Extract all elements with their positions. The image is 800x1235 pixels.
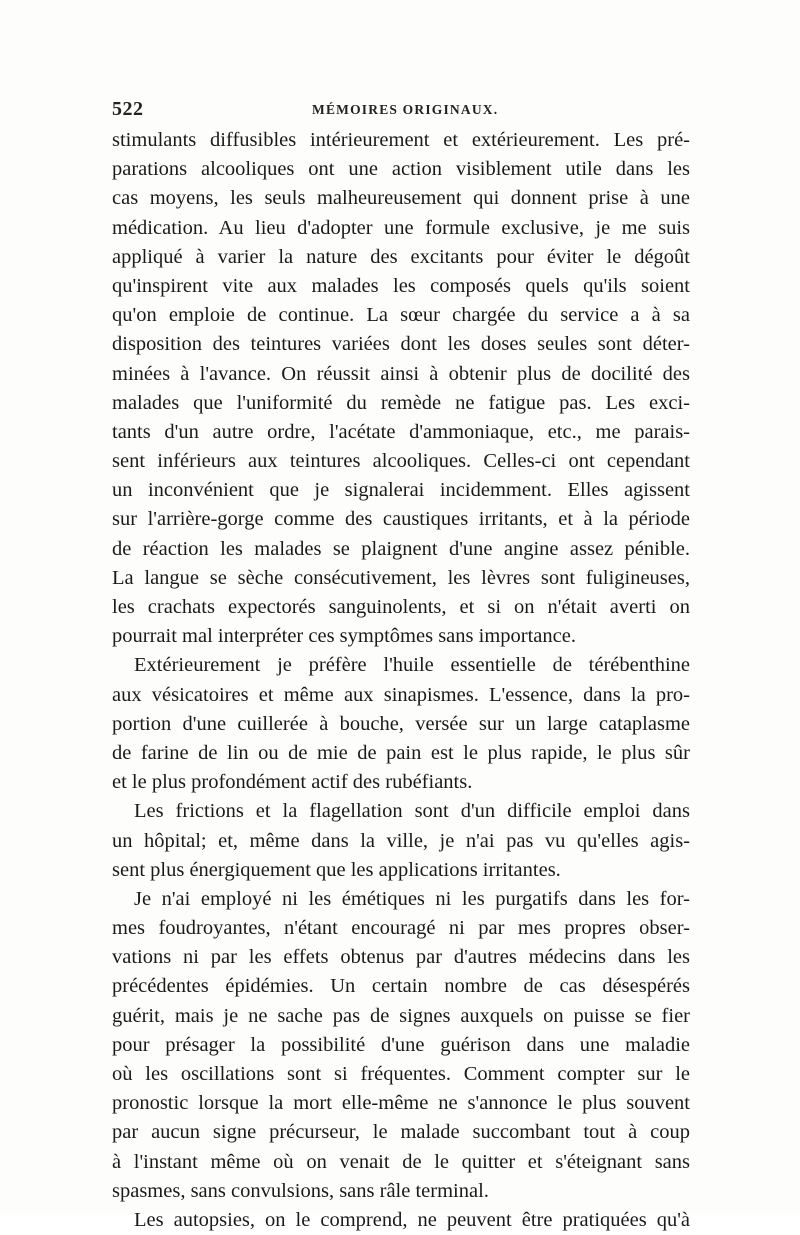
text-line: La langue se sèche consécutivement, les lèvres sont fuligineuses, — [112, 566, 690, 589]
running-title: MÉMOIRES ORIGINAUX. — [312, 102, 499, 117]
text-line: tants d'un autre ordre, l'acétate d'ammoniaque, etc., me parais- — [112, 420, 690, 443]
paragraph-start-line: Je n'ai employé ni les émétiques ni les purgatifs dans les for- — [134, 887, 690, 910]
paragraph-start-line: Les frictions et la flagellation sont d'un difficile emploi dans — [134, 800, 690, 823]
body-text — [112, 126, 690, 1235]
text-line: spasmes, sans convulsions, sans râle terminal. — [112, 1179, 489, 1202]
text-line: sent plus énergiquement que les applications irritantes. — [112, 858, 561, 881]
text-line: aux vésicatoires et même aux sinapismes. L'essence, dans la pro- — [112, 683, 690, 706]
text-line: de farine de lin ou de mie de pain est le plus rapide, le plus sûr — [112, 741, 690, 764]
text-line: pour présager la possibilité d'une guérison dans une maladie — [112, 1033, 690, 1056]
text-line: et le plus profondément actif des rubéfiants. — [112, 771, 473, 794]
text-line: disposition des teintures variées dont les doses seules sont déter- — [112, 333, 690, 356]
text-line: malades que l'uniformité du remède ne fatigue pas. Les exci- — [112, 391, 690, 414]
text-line: guérit, mais je ne sache pas de signes auxquels on puisse se fier — [112, 1004, 690, 1027]
text-line: médication. Au lieu d'adopter une formule exclusive, je me suis — [112, 216, 690, 239]
text-line: appliqué à varier la nature des excitants pour éviter le dégoût — [112, 245, 690, 268]
page-number: 522 — [112, 98, 144, 120]
text-line: portion d'une cuillerée à bouche, versée sur un large cataplasme — [112, 712, 690, 735]
text-line: sent inférieurs aux teintures alcooliques. Celles-ci ont cependant — [112, 450, 690, 473]
text-line: un inconvénient que je signalerai incidemment. Elles agissent — [112, 479, 690, 502]
text-line: mes foudroyantes, n'étant encouragé ni par mes propres obser- — [112, 917, 690, 940]
text-line: les crachats expectorés sanguinolents, et si on n'était averti on — [112, 596, 690, 618]
text-line: pourrait mal interpréter ces symptômes sans importance. — [112, 625, 576, 648]
text-line: qu'on emploie de continue. La sœur chargée du service a à sa — [112, 304, 690, 327]
text-line: cas moyens, les seuls malheureusement qui donnent prise à une — [112, 187, 690, 210]
text-line: par aucun signe précurseur, le malade succombant tout à coup — [112, 1121, 690, 1144]
text-line: parations alcooliques ont une action visiblement utile dans les — [112, 158, 690, 181]
text-line: sur l'arrière-gorge comme des caustiques irritants, et à la période — [112, 508, 690, 531]
text-line: pronostic lorsque la mort elle-même ne s'annonce le plus souvent — [112, 1092, 690, 1115]
text-line: précédentes épidémies. Un certain nombre de cas désespérés — [112, 975, 690, 998]
text-line: à l'instant même où on venait de le quitter et s'éteignant sans — [112, 1150, 690, 1173]
paragraph-start-line: Extérieurement je préfère l'huile essentielle de térébenthine — [134, 654, 690, 677]
paragraph-start-line: Les autopsies, on le comprend, ne peuvent être pratiquées qu'à — [134, 1208, 690, 1231]
text-line: stimulants diffusibles intérieurement et extérieurement. Les pré- — [112, 129, 690, 151]
text-line: vations ni par les effets obtenus par d'autres médecins dans les — [112, 946, 690, 969]
text-line: de réaction les malades se plaignent d'une angine assez pénible. — [112, 537, 690, 560]
text-line: un hôpital; et, même dans la ville, je n'ai pas vu qu'elles agis- — [112, 829, 690, 852]
text-line: qu'inspirent vite aux malades les composés quels qu'ils soient — [112, 274, 690, 297]
text-line: où les oscillations sont si fréquentes. Comment compter sur le — [112, 1063, 690, 1085]
page-header — [112, 98, 692, 120]
text-line: minées à l'avance. On réussit ainsi à obtenir plus de docilité des — [112, 362, 690, 385]
